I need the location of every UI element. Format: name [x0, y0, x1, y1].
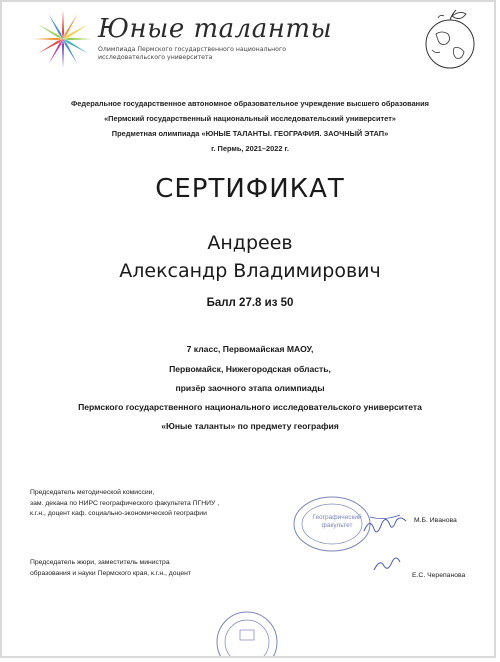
place-year: г. Пермь, 2021–2022 г.: [211, 144, 289, 153]
recipient-surname: Андреев: [207, 232, 293, 254]
recipient-given-names: Александр Владимирович: [119, 260, 381, 282]
olympiad-name: Предметная олимпиада «ЮНЫЕ ТАЛАНТЫ. ГЕОГРАФИЯ. ЗАОЧНЫЙ ЭТАП»: [111, 129, 389, 138]
brand-subtitle: Олимпиада Пермского государственного национального исследовательского университета: [98, 46, 286, 61]
detail-line-2: Первомайск, Нижегородская область,: [169, 364, 331, 374]
institution-line-1: Федеральное государственное автономное образовательное учреждение высшего образования: [70, 99, 429, 108]
star-petal: [34, 38, 63, 40]
detail-line-1: 7 класс, Первомайская МАОУ,: [186, 344, 314, 354]
signature-block-2: [30, 558, 191, 579]
handwritten-signature-1: [362, 507, 412, 547]
score-text: Балл 27.8 из 50: [206, 297, 294, 309]
handwritten-signature-2: [370, 550, 404, 578]
star-petal: [62, 10, 64, 39]
signature-2-line-1: Председатель жюри, заместитель министра: [30, 559, 170, 566]
stamp-text: Географический факультет: [312, 514, 362, 529]
star-petal: [62, 39, 64, 68]
star-logo-icon: [32, 8, 94, 70]
signature-1-line-3: к.г.н., доцент каф. социально-экономической географии: [30, 510, 207, 517]
university-seal-icon: [212, 606, 282, 658]
globe-apple-icon: [416, 6, 482, 72]
detail-line-3: призёр заочного этапа олимпиады: [175, 383, 325, 393]
signature-1-name: М.Б. Иванова: [414, 517, 457, 524]
brand-title: Юные таланты: [98, 14, 333, 44]
detail-line-5: «Юные таланты» по предмету география: [161, 421, 339, 431]
star-petal: [63, 38, 92, 40]
detail-line-4: Пермского государственного национального исследовательского университета: [78, 402, 422, 412]
institution-line-2: «Пермский государственный национальный исследовательский университет»: [104, 114, 396, 123]
signature-2-line-2: образования и науки Пермского края, к.г.н., доцент: [30, 569, 191, 577]
signature-block-1: [30, 488, 219, 520]
signature-1-line-2: зам. декана по НИРС географического факультета ПГНИУ ,: [30, 499, 220, 507]
signature-2-name: Е.С. Черепанова: [412, 572, 466, 579]
signature-1-line-1: Председатель методической комиссии,: [30, 489, 155, 496]
certificate-title: СЕРТИФИКАТ: [155, 174, 345, 204]
